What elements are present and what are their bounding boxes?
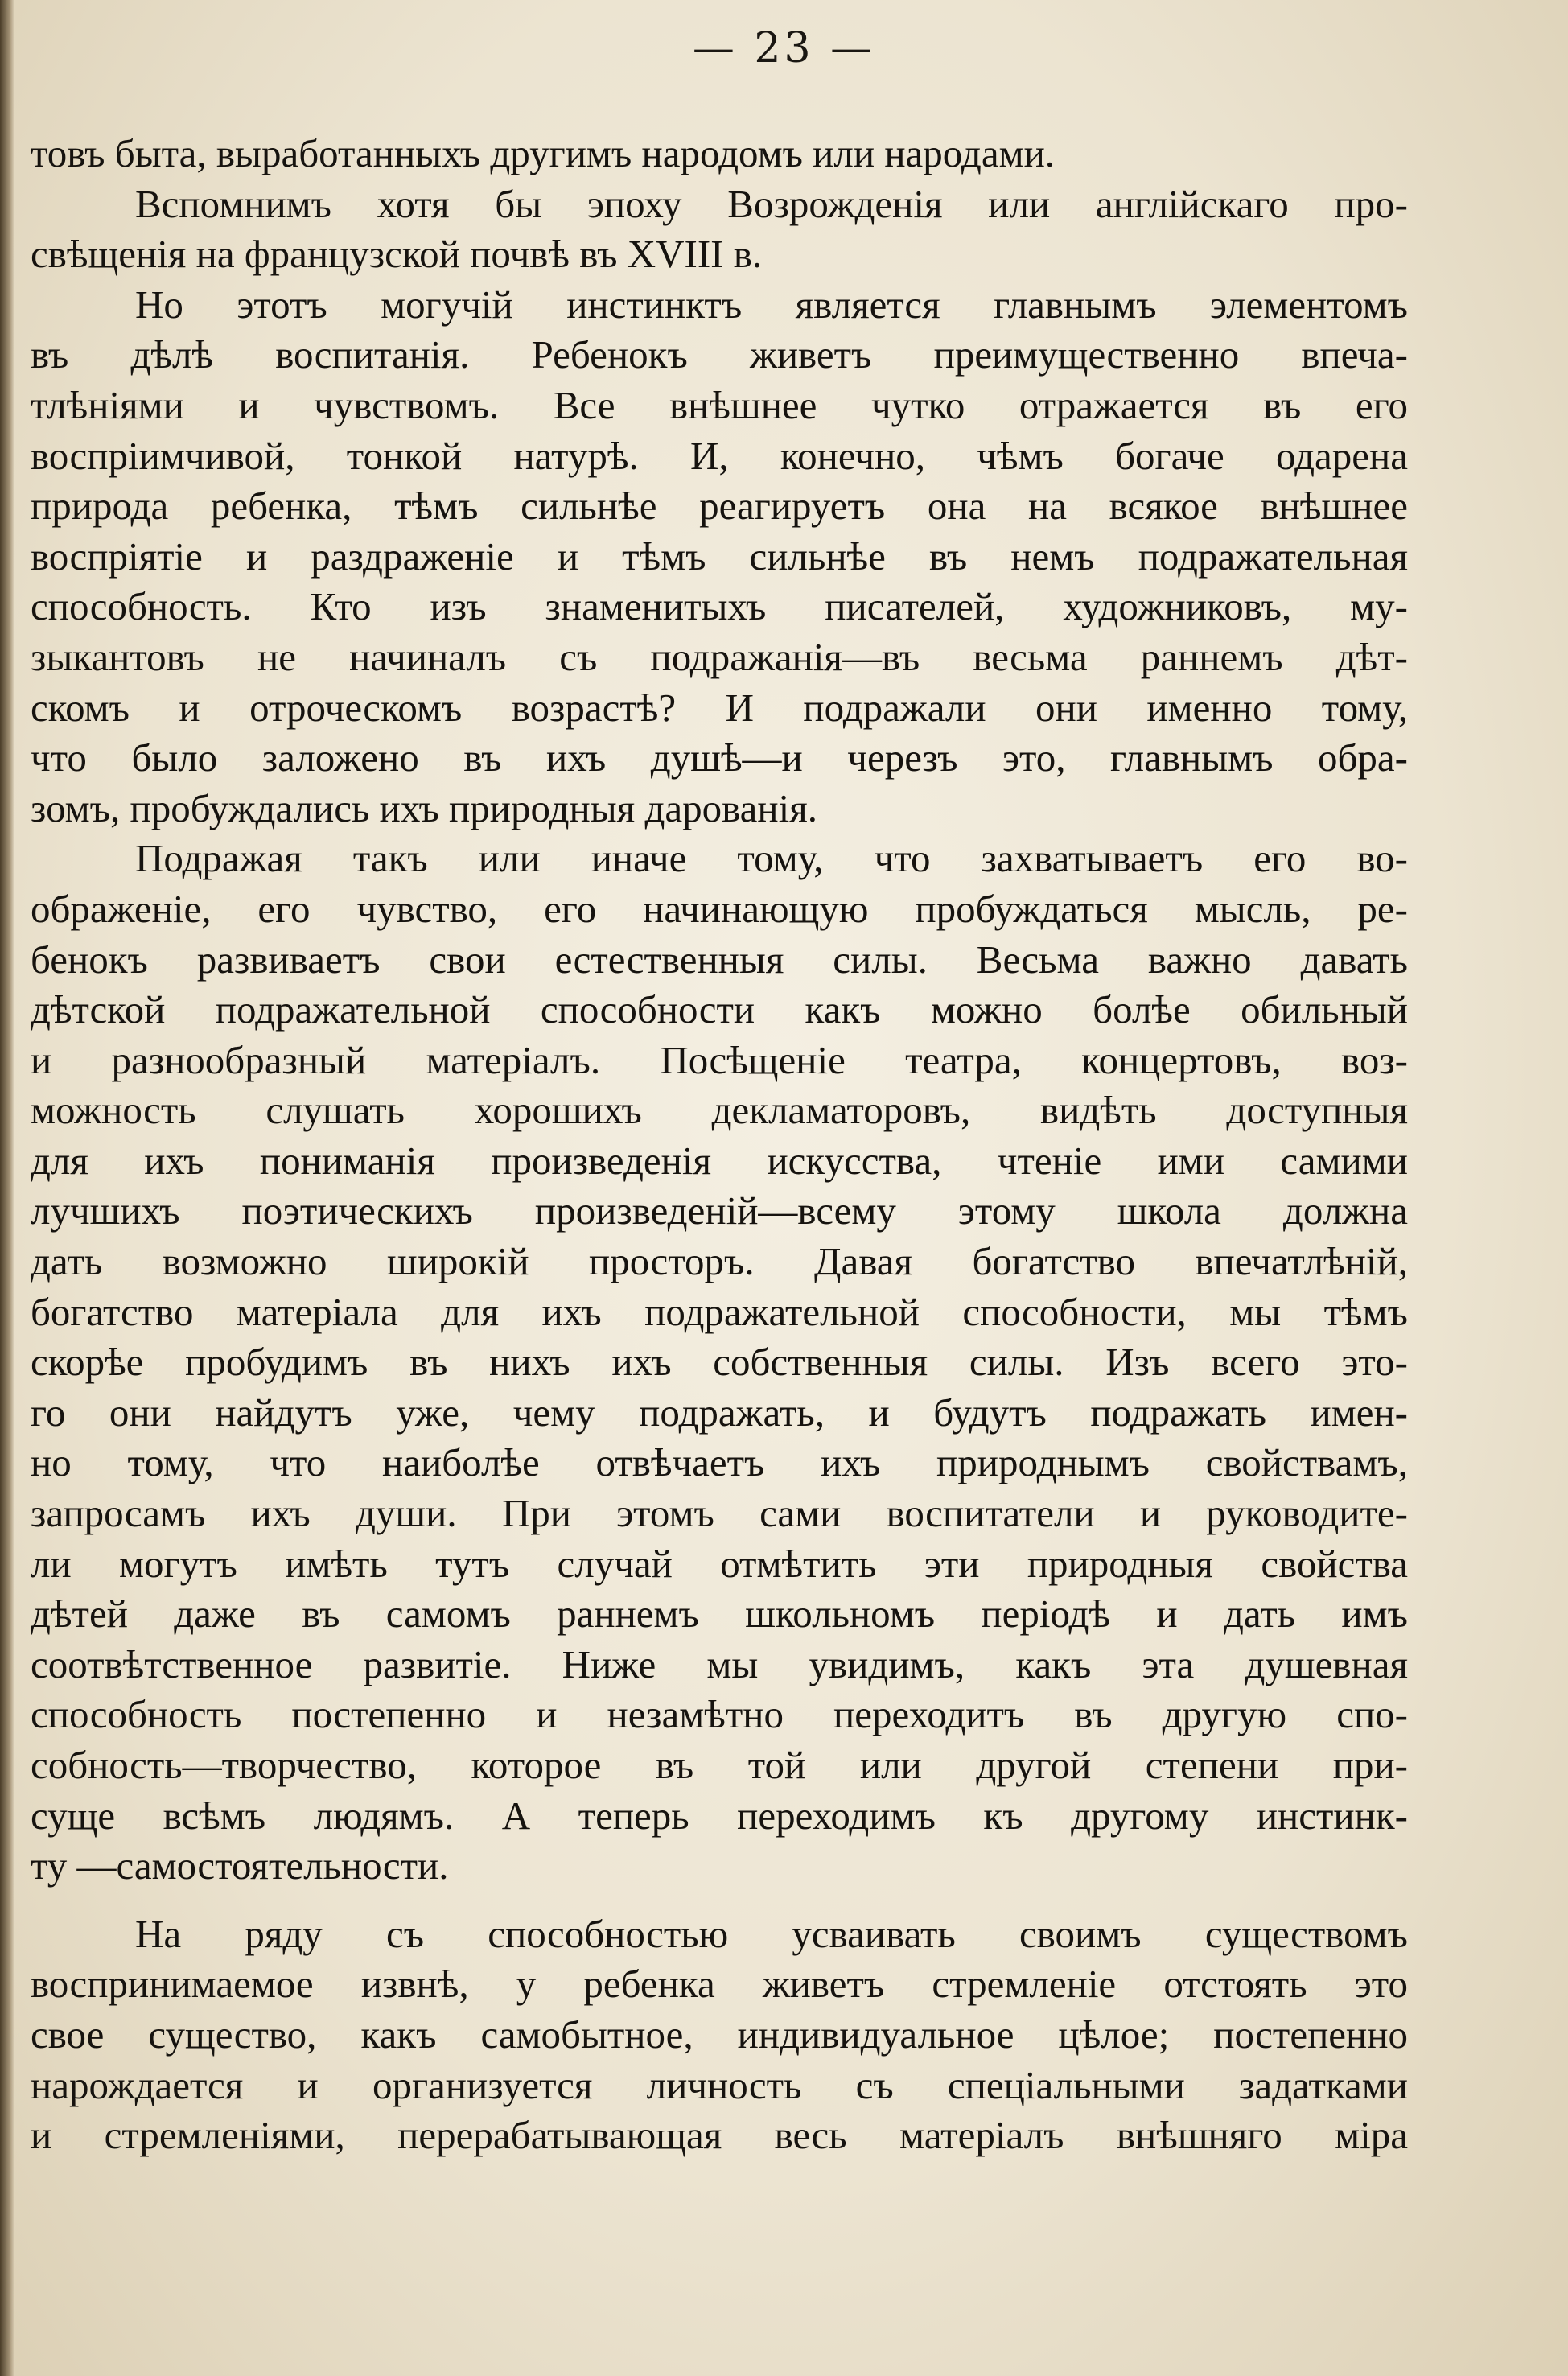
- text-line: природа ребенка, тѣмъ сильнѣе реагируетъ она на всякое внѣшнее: [31, 484, 1408, 529]
- text-line: бенокъ развиваетъ свои естественныя силы. Весьма важно давать: [31, 937, 1408, 982]
- text-line: но тому, что наиболѣе отвѣчаетъ ихъ природнымъ свойствамъ,: [31, 1440, 1408, 1485]
- text-line: воспріятіе и раздраженіе и тѣмъ сильнѣе въ немъ подражательная: [31, 533, 1408, 579]
- text-line: скомъ и отроческомъ возрастѣ? И подражали они именно тому,: [31, 685, 1408, 730]
- text-line: лучшихъ поэтическихъ произведеній—всему этому школа должна: [31, 1188, 1408, 1233]
- text-line: что было заложено въ ихъ душѣ—и черезъ это, главнымъ обра-: [31, 735, 1408, 780]
- text-line: зомъ, пробуждались ихъ природныя дарованія.: [31, 785, 817, 830]
- text-line: зыкантовъ не начиналъ съ подражанія—въ весьма раннемъ дѣт-: [31, 634, 1408, 679]
- text-line: способность. Кто изъ знаменитыхъ писателей, художниковъ, му-: [31, 584, 1408, 629]
- text-line: ображеніе, его чувство, его начинающую пробуждаться мысль, ре-: [31, 886, 1408, 931]
- text-line: дѣтей даже въ самомъ раннемъ школьномъ періодѣ и дать имъ: [31, 1592, 1408, 1637]
- text-line: соотвѣтственное развитіе. Ниже мы увидимъ, какъ эта душевная: [31, 1641, 1408, 1686]
- text-line: дать возможно широкій просторъ. Давая богатство впечатлѣній,: [31, 1239, 1408, 1284]
- text-line: товъ быта, выработанныхъ другимъ народомъ или народами.: [31, 131, 1056, 175]
- text-line: свѣщенія на французской почвѣ въ XVIII в.: [31, 232, 763, 277]
- text-line: въ дѣлѣ воспитанія. Ребенокъ живетъ преимущественно впеча-: [31, 332, 1408, 377]
- text-line: способность постепенно и незамѣтно переходитъ въ другую спо-: [31, 1692, 1408, 1737]
- text-line: го они найдутъ уже, чему подражать, и будутъ подражать имен-: [31, 1390, 1408, 1435]
- body-text: [31, 129, 1408, 2161]
- text-line: собность—творчество, которое въ той или другой степени при-: [31, 1743, 1408, 1787]
- text-line: Подражая такъ или иначе тому, что захватываетъ его во-: [135, 836, 1408, 881]
- page-number: — 23 —: [692, 24, 876, 72]
- text-line: ли могутъ имѣть тутъ случай отмѣтить эти природныя свойства: [31, 1541, 1408, 1586]
- text-line: На ряду съ способностью усваивать своимъ существомъ: [135, 1911, 1408, 1956]
- text-line: богатство матеріала для ихъ подражательной способности, мы тѣмъ: [31, 1289, 1408, 1334]
- text-line: для ихъ пониманія произведенія искусства, чтеніе ими самими: [31, 1138, 1408, 1183]
- text-line: нарождается и организуется личность съ спеціальными задатками: [31, 2062, 1408, 2107]
- text-line: и разнообразный матеріалъ. Посѣщеніе театра, концертовъ, воз-: [31, 1037, 1408, 1082]
- text-line: тлѣніями и чувствомъ. Все внѣшнее чутко отражается въ его: [31, 382, 1408, 427]
- text-line: скорѣе пробудимъ въ нихъ ихъ собственныя силы. Изъ всего это-: [31, 1340, 1408, 1385]
- text-line: запросамъ ихъ души. При этомъ сами воспитатели и руководите-: [31, 1491, 1408, 1536]
- text-line: свое существо, какъ самобытное, индивидуальное цѣлое; постепенно: [31, 2012, 1408, 2057]
- text-line: Но этотъ могучій инстинктъ является главнымъ элементомъ: [135, 282, 1408, 327]
- text-line: дѣтской подражательной способности какъ можно болѣе обильный: [31, 987, 1408, 1032]
- text-line: ту —самостоятельности.: [31, 1843, 449, 1888]
- text-line: суще всѣмъ людямъ. А теперь переходимъ къ другому инстинк-: [31, 1793, 1408, 1838]
- text-line: можность слушать хорошихъ декламаторовъ, видѣть доступныя: [31, 1088, 1408, 1133]
- text-line: воспринимаемое извнѣ, у ребенка живетъ стремленіе отстоять это: [31, 1962, 1408, 2007]
- text-line: Вспомнимъ хотя бы эпоху Возрожденія или англійскаго про-: [135, 181, 1408, 226]
- text-line: воспріимчивой, тонкой натурѣ. И, конечно, чѣмъ богаче одарена: [31, 433, 1408, 478]
- page-binding-shadow: [0, 0, 14, 2376]
- text-line: и стремленіями, перерабатывающая весь матеріалъ внѣшняго міра: [31, 2113, 1408, 2158]
